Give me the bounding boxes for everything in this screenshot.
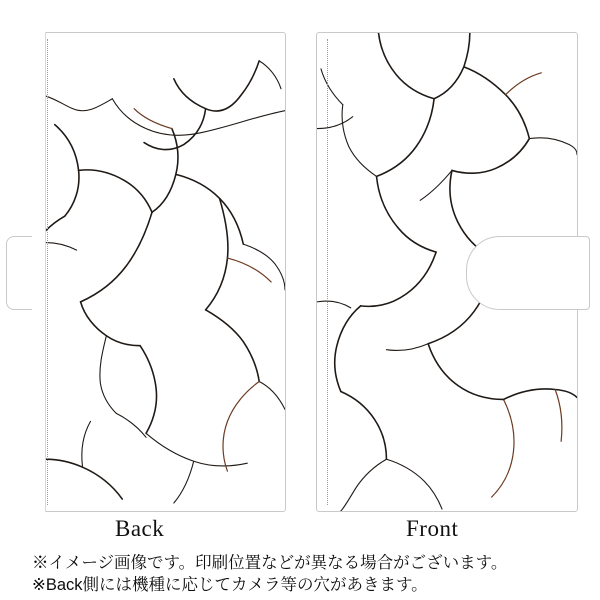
stitch-line-front <box>327 39 328 505</box>
notes-block <box>32 552 580 596</box>
caption-front: Front <box>406 516 459 541</box>
note-line-1: ※イメージ画像です。印刷位置などが異なる場合がございます。 <box>32 554 508 572</box>
side-flap-left <box>6 236 32 310</box>
back-cover-panel <box>24 32 286 512</box>
closure-flap <box>466 236 590 310</box>
stitch-line-back <box>47 39 48 505</box>
crack-pattern-back <box>25 33 285 511</box>
note-line-2: ※Back側には機種に応じてカメラ等の穴があきます。 <box>32 576 428 594</box>
caption-back: Back <box>115 516 165 541</box>
